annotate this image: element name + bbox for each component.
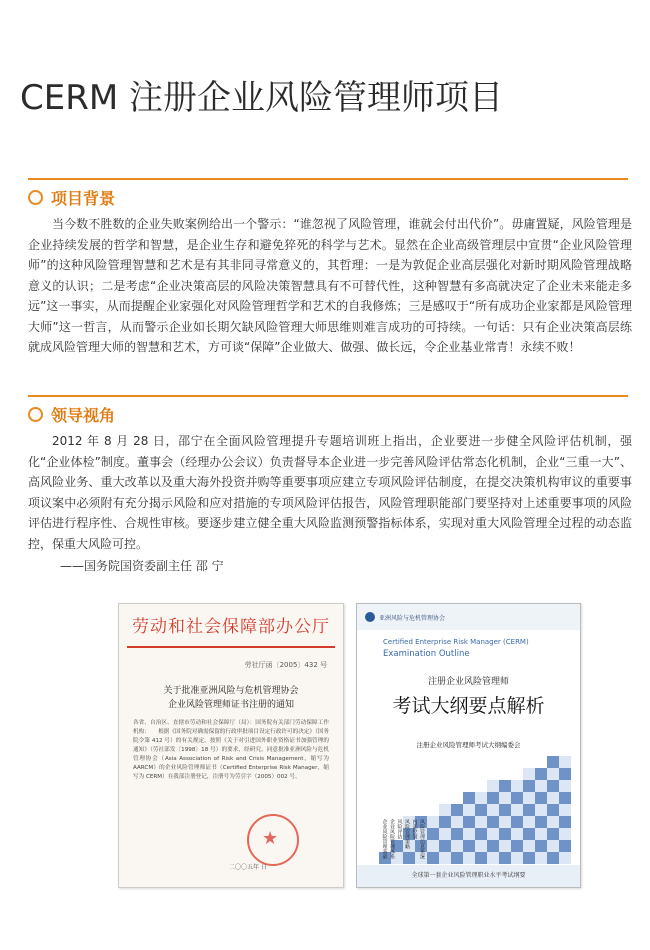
grid-cell [463, 828, 475, 840]
grid-cell [559, 780, 571, 792]
grid-cell [511, 816, 523, 828]
grid-cell [523, 852, 535, 864]
certificate-title-line: 关于批准亚洲风险与危机管理协会 [163, 686, 299, 696]
grid-cell [511, 852, 523, 864]
grid-cell [499, 804, 511, 816]
grid-cell [499, 852, 511, 864]
grid-cell [547, 852, 559, 864]
grid-cell [523, 780, 535, 792]
grid-cell [499, 828, 511, 840]
grid-cell [475, 816, 487, 828]
grid-cell [523, 792, 535, 804]
page-title: CERM 注册企业风险管理师项目 [20, 78, 503, 118]
grid-cell [451, 852, 463, 864]
circle-bullet-icon [28, 190, 43, 205]
book-column-label: 内部控制 [411, 819, 418, 839]
book-column-label: 风险管理策略 [404, 819, 410, 849]
grid-cell [463, 852, 475, 864]
doc-number: 劳社厅函〔2005〕432 号 [244, 661, 327, 669]
grid-cell [559, 768, 571, 780]
grid-cell [559, 828, 571, 840]
grid-cell [451, 828, 463, 840]
grid-cell [535, 840, 547, 852]
book-column-label: 风险管理信息系统 [419, 819, 425, 859]
grid-cell [547, 768, 559, 780]
section-heading: 项目背景 [51, 189, 116, 208]
grid-cell [499, 780, 511, 792]
book-column-label: 企业风险管理基础 [381, 819, 388, 859]
grid-cell [535, 804, 547, 816]
grid-cell [451, 804, 463, 816]
grid-cell [559, 852, 571, 864]
org-logo-icon [365, 612, 375, 622]
grid-cell [487, 804, 499, 816]
official-seal-icon [247, 814, 299, 866]
grid-cell [535, 768, 547, 780]
book-cover-image [356, 603, 581, 888]
grid-cell [475, 852, 487, 864]
grid-cell [535, 816, 547, 828]
section-heading: 领导视角 [51, 406, 116, 425]
grid-cell [547, 828, 559, 840]
book-footer: 全球第一套企业风险管理职业水平考试纲要 [357, 865, 580, 887]
grid-cell [487, 828, 499, 840]
grid-cell [499, 816, 511, 828]
grid-cell [511, 840, 523, 852]
book-subtitle: 注册企业风险管理师 [427, 677, 509, 687]
grid-cell [511, 804, 523, 816]
grid-cell [547, 780, 559, 792]
grid-cell [535, 780, 547, 792]
book-column-labels [381, 819, 441, 859]
grid-cell [559, 840, 571, 852]
certificate-header: 劳动和社会保障部办公厅 [132, 617, 330, 637]
grid-cell [547, 792, 559, 804]
certificate-body: 各省、自治区、直辖市劳动和社会保障厅（局）：国务院有关部门劳动保障工作机构： 根据《国务院对确需保留的行政审批项目设定行政许可的决定》（国务院令第 412 号）的有关规定，按照《关于对引进国外职业资格证书加强管理的通知》（劳社部发〔1998〕18 号）的要求，经研究，同意批准亚洲风险与危机管理协会（Asia Association of Risk and Crisis Management，缩写为 AARCM）的企业风险管理师证书（Certified Enterprise Risk Manager，缩写为 CERM）在我部注册登记，注册号为劳引字（2005）002 号。 [133, 720, 329, 780]
grid-cell [511, 780, 523, 792]
grid-cell [547, 816, 559, 828]
grid-cell [487, 780, 499, 792]
grid-cell [559, 816, 571, 828]
grid-cell [451, 840, 463, 852]
grid-cell [523, 840, 535, 852]
grid-cell [463, 792, 475, 804]
grid-cell [535, 852, 547, 864]
certificate-title [119, 684, 343, 712]
section-header-background [28, 178, 628, 209]
seal-star-icon: ★ [262, 828, 279, 849]
grid-cell [511, 792, 523, 804]
grid-cell [523, 768, 535, 780]
book-title: 考试大纲要点解析 [392, 695, 545, 717]
grid-cell [451, 816, 463, 828]
book-column-label: 风险评估 [396, 819, 403, 839]
grid-cell [487, 792, 499, 804]
grid-cell [499, 840, 511, 852]
section-header-leadership [28, 395, 628, 426]
grid-cell [487, 816, 499, 828]
grid-cell [475, 828, 487, 840]
grid-cell [475, 840, 487, 852]
grid-cell [559, 792, 571, 804]
grid-cell [559, 756, 571, 768]
grid-cell [487, 840, 499, 852]
grid-cell [523, 816, 535, 828]
grid-cell [463, 804, 475, 816]
section-paragraph: 2012 年 8 月 28 日，邵宁在全面风险管理提升专题培训班上指出，企业要进一步健全风险评估机制，强化“企业体检”制度。董事会（经理办公会议）负责督导本企业进一步完善风险评估常态化机制，企业“三重一大”、高风险业务、重大改革以及重大海外投资并购等重要事项应建立专项风险评估制度，在提交决策机构审议的重要事项议案中必须附有充分揭示风险和应对措施的专项风险评估报告，风险管理职能部门要坚持对上述重要事项的风险评估进行程序性、合规性审核。要逐步建立健全重大风险监测预警指标体系，实现对重大风险管理全过程的动态监控，保重大风险可控。 [28, 434, 632, 551]
grid-cell [559, 804, 571, 816]
grid-cell [475, 804, 487, 816]
grid-cell [475, 792, 487, 804]
grid-cell [487, 852, 499, 864]
grid-cell [463, 816, 475, 828]
grid-cell [511, 828, 523, 840]
grid-cell [535, 792, 547, 804]
grid-cell [523, 828, 535, 840]
book-english-title: Certified Enterprise Risk Manager (CERM) [383, 638, 529, 646]
grid-cell [547, 804, 559, 816]
book-editor: 注册企业风险管理师考试大纲编委会 [416, 741, 521, 749]
signature: ——国务院国资委副主任 邵 宁 [60, 559, 224, 573]
section-paragraph: 当今数不胜数的企业失败案例给出一个警示：“谁忽视了风险管理，谁就会付出代价”。毋庸置疑，风险管理是企业持续发展的哲学和智慧，是企业生存和避免猝死的科学与艺术。显然在企业高级管理层中宣贯“企业风险管理师”的这种风险管理智慧和艺术是有其非同寻常意义的，其哲理：一是为敦促企业高层强化对新时期风险管理战略意义的认识；二是考虑“企业决策高层的风险决策智慧具有不可替代性，这种智慧有多高就决定了企业未来能走多远”这一事实，从而提醒企业家强化对风险管理哲学和艺术的自我修炼；三是感叹于“所有成功企业家都是风险管理大师”这一哲言，从而警示企业如长期欠缺风险管理大师思维则难言成功的可持续。一句话：只有企业决策高层练就成风险管理大师的智慧和艺术，方可谈“保障”企业做大、做强、做长远，令企业基业常青！永续不败！ [28, 217, 632, 354]
grid-cell [535, 828, 547, 840]
grid-cell [547, 756, 559, 768]
certificate-title-line: 企业风险管理师证书注册的通知 [167, 700, 294, 710]
grid-cell [523, 804, 535, 816]
book-column-label: 企业风险管理体系 [389, 819, 395, 859]
book-org: 亚洲风险与危机管理协会 [379, 615, 446, 622]
certificate-document-image [118, 603, 344, 888]
certificate-date: 二〇〇五年 日 [229, 864, 267, 871]
circle-bullet-icon [28, 407, 43, 422]
book-english-subtitle: Examination Outline [383, 649, 470, 659]
grid-cell [463, 840, 475, 852]
grid-cell [439, 804, 451, 816]
red-divider [127, 646, 335, 648]
grid-cell [547, 840, 559, 852]
grid-cell [499, 792, 511, 804]
